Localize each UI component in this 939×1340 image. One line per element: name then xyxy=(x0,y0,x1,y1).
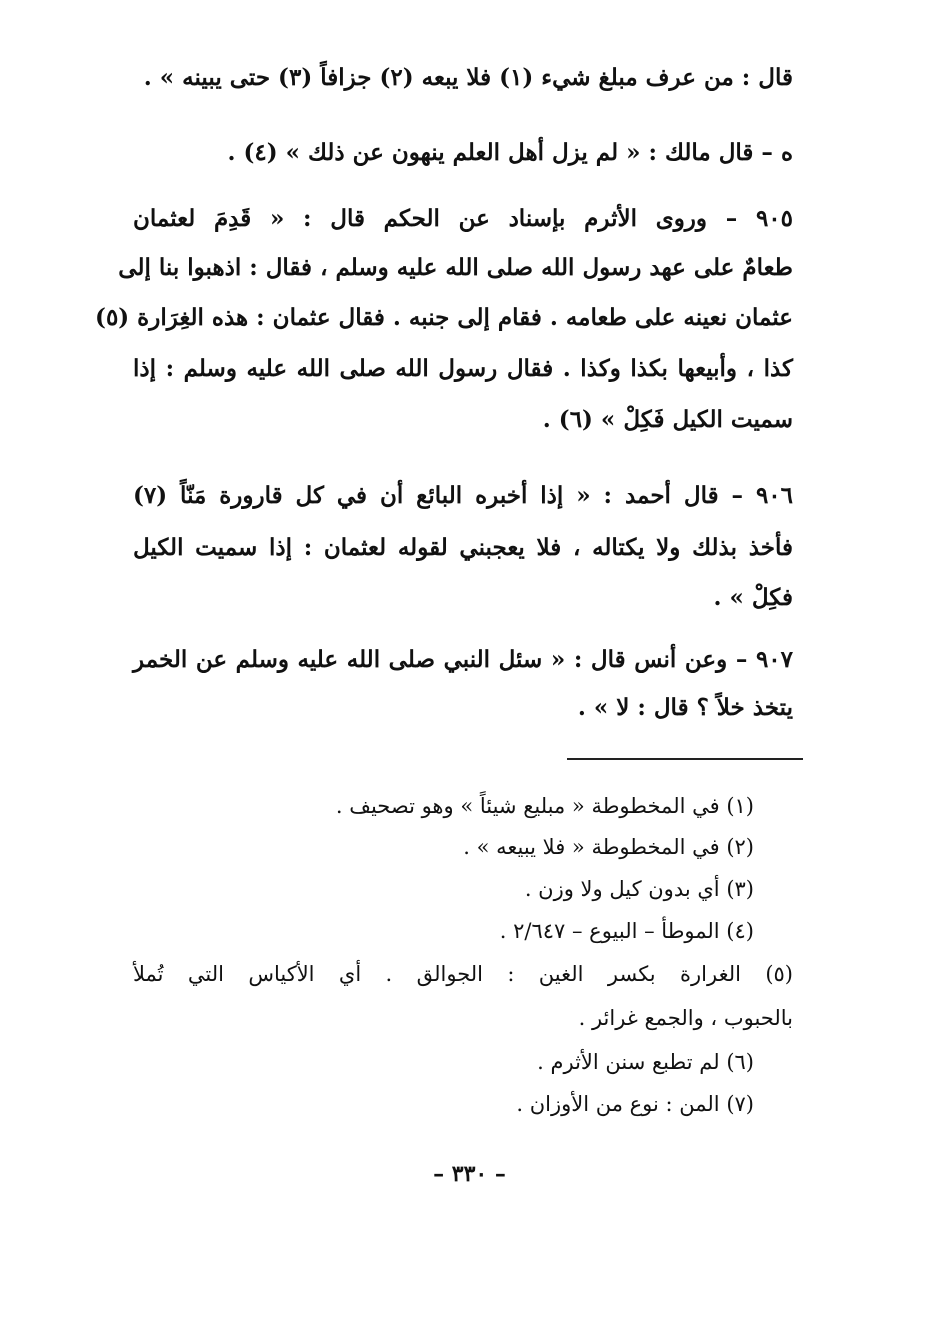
page-number: – ٣٣٠ – xyxy=(433,1161,506,1187)
paragraph-906-line-1: ٩٠٦ – قال أحمد : « إذا أخبره البائع أن في كل قارورة مَنّاً (٧) xyxy=(133,482,793,509)
footnote-2: (٢) في المخطوطة « فلا يبيعه » . xyxy=(463,835,754,859)
footnote-separator xyxy=(567,758,803,760)
paragraph-905-line-4: كذا ، وأبيعها بكذا وكذا . فقال رسول الله صلى الله عليه وسلم : إذا xyxy=(133,355,793,382)
footnote-6: (٦) لم تطبع سنن الأثرم . xyxy=(537,1050,754,1074)
paragraph-905-line-5: سميت الكيل فَكِلْ » (٦) . xyxy=(542,406,793,433)
footnote-3: (٣) أي بدون كيل ولا وزن . xyxy=(524,877,754,901)
paragraph-906-line-2: فأخذ بذلك ولا يكتاله ، فلا يعجبني لقوله لعثمان : إذا سميت الكيل xyxy=(133,534,793,561)
malik-quote-line: ه – قال مالك : « لم يزل أهل العلم ينهون عن ذلك » (٤) . xyxy=(227,139,793,166)
paragraph-906-line-3: فكِلْ » . xyxy=(713,584,793,611)
paragraph-905-line-3: عثمان نعينه على طعامه . فقام إلى جنبه . فقال عثمان : هذه الغِرَارة (٥) xyxy=(95,304,793,331)
footnote-4: (٤) الموطأ – البيوع – ٢/٦٤٧ . xyxy=(499,919,754,943)
footnote-5-line-2: بالحبوب ، والجمع غرائر . xyxy=(578,1006,793,1030)
paragraph-905-line-1: ٩٠٥ – وروى الأثرم بإسناد عن الحكم قال : « قَدِمَ لعثمان xyxy=(133,205,793,232)
footnote-1: (١) في المخطوطة « مبليع شيئاً » وهو تصحيف . xyxy=(335,794,754,818)
paragraph-907-line-2: يتخذ خلاً ؟ قال : لا » . xyxy=(577,694,793,721)
paragraph-907-line-1: ٩٠٧ – وعن أنس قال : « سئل النبي صلى الله عليه وسلم عن الخمر xyxy=(133,646,793,673)
footnote-7: (٧) المن : نوع من الأوزان . xyxy=(516,1092,754,1116)
intro-line-1: قال : من عرف مبلغ شيء (١) فلا يبعه (٢) جزافاً (٣) حتى يبينه » . xyxy=(143,64,793,91)
paragraph-905-line-2: طعامٌ على عهد رسول الله صلى الله عليه وسلم ، فقال : اذهبوا بنا إلى xyxy=(118,254,793,281)
footnote-5-line-1: (٥) الغرارة بكسر الغين : الجوالق . أي الأكياس التي تُملأ xyxy=(133,962,793,986)
